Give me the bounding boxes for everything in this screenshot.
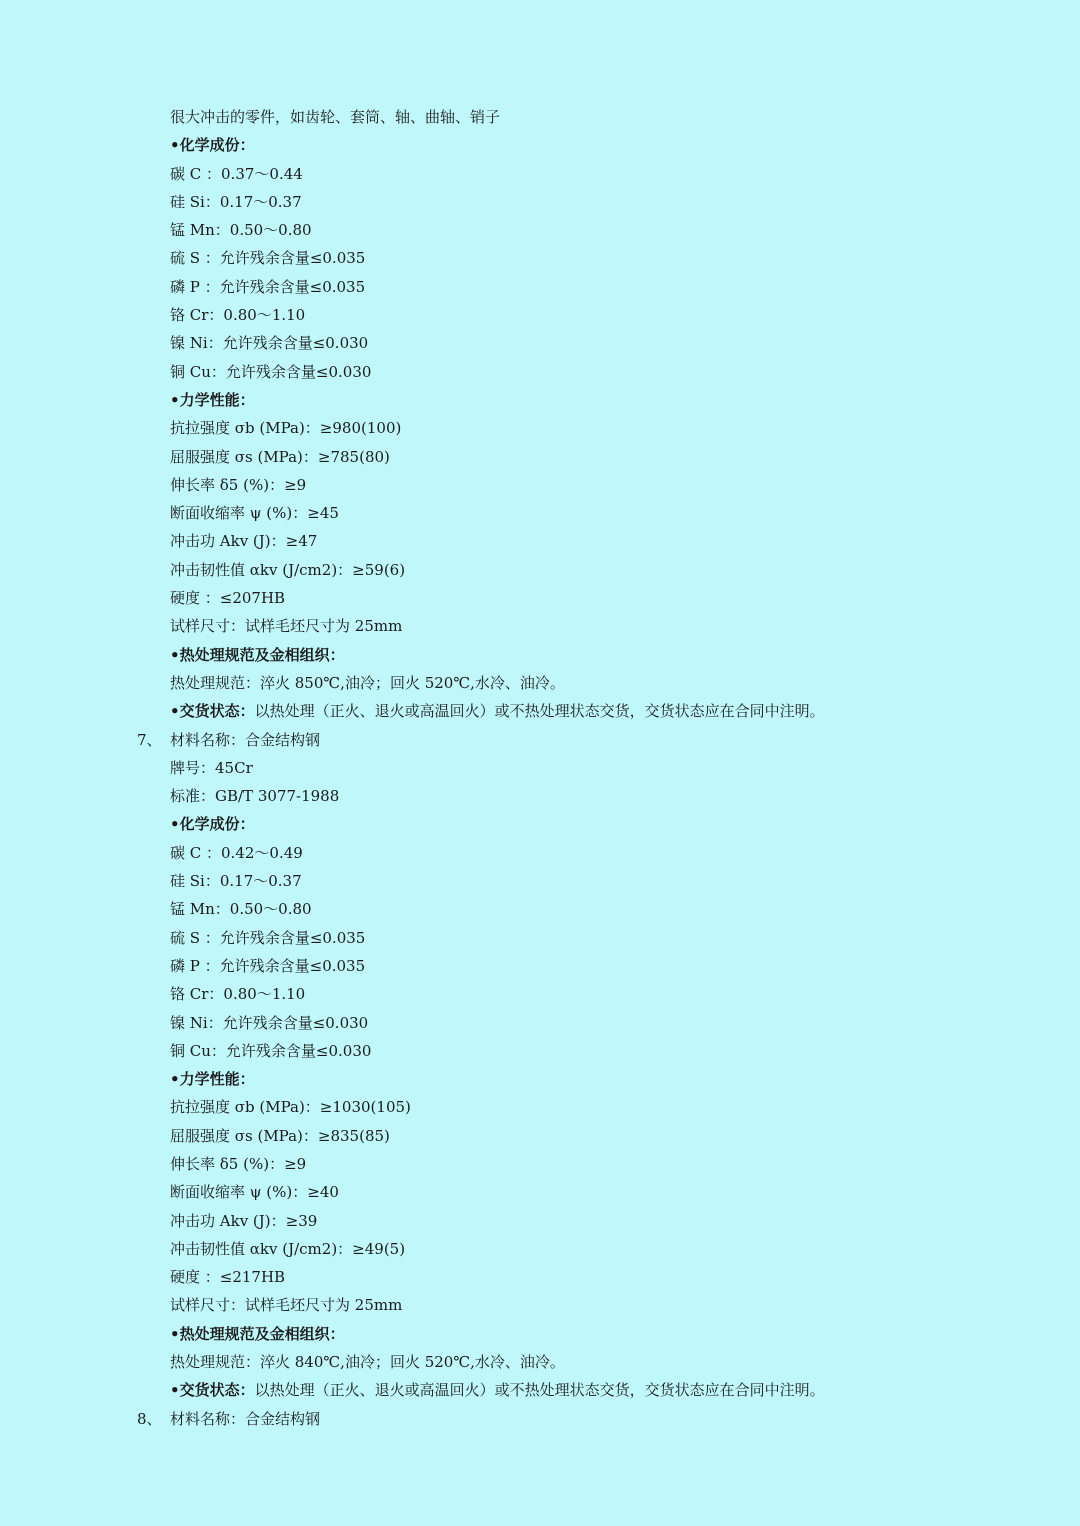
line-text: 磷 P ：允许残余含量≤0.035	[170, 277, 366, 296]
text-line	[0, 952, 1080, 980]
text-line	[0, 301, 1080, 329]
line-text: •化学成份：	[170, 815, 255, 834]
line-text: 伸长率 δ5 (%)：≥9	[170, 475, 307, 494]
line-text	[170, 1376, 825, 1404]
line-text: 标准：GB/T 3077-1988	[170, 787, 340, 806]
text-line	[0, 669, 1080, 697]
text-line	[0, 782, 1080, 810]
line-text: 屈服强度 σs (MPa)：≥785(80)	[170, 447, 390, 466]
line-text: 伸长率 δ5 (%)：≥9	[170, 1154, 307, 1173]
line-text: 材料名称：合金结构钢	[170, 730, 321, 749]
text-line	[0, 471, 1080, 499]
section-heading	[0, 131, 1080, 159]
text-line	[0, 1291, 1080, 1319]
text-line	[0, 1122, 1080, 1150]
text-line	[0, 895, 1080, 923]
line-text: 冲击功 Akv (J)：≥47	[170, 532, 318, 551]
line-text: 冲击韧性值 αkv (J/cm2)：≥59(6)	[170, 560, 406, 579]
text-line	[0, 980, 1080, 1008]
line-text: 材料名称：合金结构钢	[170, 1409, 321, 1428]
line-text: 热处理规范：淬火 850℃,油冷；回火 520℃,水冷、油冷。	[170, 673, 565, 692]
line-text: •化学成份：	[170, 136, 255, 155]
line-text: 牌号：45Cr	[170, 758, 253, 777]
text-line	[0, 499, 1080, 527]
line-text: •热处理规范及金相组织：	[170, 645, 345, 664]
line-text: 镍 Ni：允许残余含量≤0.030	[170, 1013, 369, 1032]
section-heading	[0, 641, 1080, 669]
text-line	[0, 1207, 1080, 1235]
line-text: 断面收缩率 ψ (%)：≥45	[170, 504, 339, 523]
line-text: 抗拉强度 σb (MPa)：≥1030(105)	[170, 1098, 411, 1117]
line-text: 冲击韧性值 αkv (J/cm2)：≥49(5)	[170, 1239, 406, 1258]
line-text: 硫 S ：允许残余含量≤0.035	[170, 928, 366, 947]
text-line	[0, 1235, 1080, 1263]
line-text: 铜 Cu：允许残余含量≤0.030	[170, 362, 372, 381]
delivery-text: 以热处理（正火、退火或高温回火）或不热处理状态交货，交货状态应在合同中注明。	[254, 1381, 825, 1400]
text-line	[0, 697, 1080, 725]
delivery-text: 以热处理（正火、退火或高温回火）或不热处理状态交货，交货状态应在合同中注明。	[254, 702, 825, 721]
text-line	[0, 216, 1080, 244]
text-line	[0, 358, 1080, 386]
item-number: 7、	[137, 730, 162, 749]
line-text	[170, 697, 825, 725]
line-text: 硬度 ：≤207HB	[170, 589, 286, 608]
line-text: •力学性能：	[170, 1070, 255, 1089]
line-text: 碳 C ：0.42～0.49	[170, 843, 303, 862]
text-line	[0, 244, 1080, 272]
delivery-label: •交货状态：	[170, 1381, 255, 1400]
section-heading	[0, 386, 1080, 414]
text-line	[0, 188, 1080, 216]
line-text: 锰 Mn：0.50～0.80	[170, 900, 312, 919]
text-line	[0, 1009, 1080, 1037]
line-text: 断面收缩率 ψ (%)：≥40	[170, 1183, 339, 1202]
delivery-label: •交货状态：	[170, 702, 255, 721]
line-text: 硬度 ：≤217HB	[170, 1268, 286, 1287]
line-text: 锰 Mn：0.50～0.80	[170, 221, 312, 240]
text-line	[0, 839, 1080, 867]
line-text: 试样尺寸：试样毛坯尺寸为 25mm	[170, 1296, 403, 1315]
line-text: 碳 C ：0.37～0.44	[170, 164, 303, 183]
line-text: 硅 Si：0.17～0.37	[170, 872, 302, 891]
text-line	[0, 273, 1080, 301]
text-line	[0, 443, 1080, 471]
text-line	[0, 1037, 1080, 1065]
text-line	[0, 414, 1080, 442]
section-heading	[0, 810, 1080, 838]
line-text: 铬 Cr：0.80～1.10	[170, 985, 306, 1004]
text-line	[0, 1178, 1080, 1206]
line-text: 抗拉强度 σb (MPa)：≥980(100)	[170, 419, 402, 438]
line-text: 冲击功 Akv (J)：≥39	[170, 1211, 318, 1230]
numbered-item-line	[0, 726, 1080, 754]
line-text: 铜 Cu：允许残余含量≤0.030	[170, 1041, 372, 1060]
text-line	[0, 584, 1080, 612]
line-text: 磷 P ：允许残余含量≤0.035	[170, 956, 366, 975]
line-text: 很大冲击的零件，如齿轮、套筒、轴、曲轴、销子	[170, 108, 501, 126]
line-text: •力学性能：	[170, 390, 255, 409]
line-text: 硅 Si：0.17～0.37	[170, 192, 302, 211]
text-line	[0, 527, 1080, 555]
text-line	[0, 867, 1080, 895]
text-line	[0, 556, 1080, 584]
section-heading	[0, 1065, 1080, 1093]
numbered-item-line	[0, 1405, 1080, 1433]
line-text: 试样尺寸：试样毛坯尺寸为 25mm	[170, 617, 403, 636]
line-text: 硫 S ：允许残余含量≤0.035	[170, 249, 366, 268]
text-line	[0, 1263, 1080, 1291]
text-line	[0, 1150, 1080, 1178]
text-line	[0, 924, 1080, 952]
text-line	[0, 754, 1080, 782]
text-line	[0, 612, 1080, 640]
section-heading	[0, 1320, 1080, 1348]
line-text: 铬 Cr：0.80～1.10	[170, 306, 306, 325]
text-line	[0, 329, 1080, 357]
text-line	[0, 1376, 1080, 1404]
line-text: 镍 Ni：允许残余含量≤0.030	[170, 334, 369, 353]
text-line	[0, 103, 1080, 131]
line-text: 屈服强度 σs (MPa)：≥835(85)	[170, 1126, 390, 1145]
text-line	[0, 1093, 1080, 1121]
line-text: •热处理规范及金相组织：	[170, 1324, 345, 1343]
item-number: 8、	[137, 1409, 162, 1428]
text-line	[0, 160, 1080, 188]
text-line	[0, 1348, 1080, 1376]
document-body	[0, 103, 1080, 1433]
line-text: 热处理规范：淬火 840℃,油冷；回火 520℃,水冷、油冷。	[170, 1353, 565, 1372]
